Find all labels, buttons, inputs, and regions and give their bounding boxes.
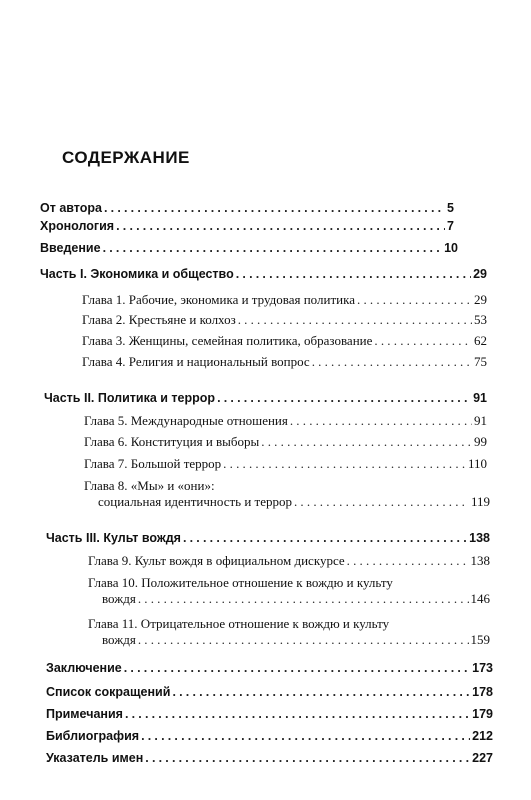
toc-page: 75	[474, 354, 487, 369]
toc-page: 119	[470, 494, 490, 509]
toc-entry-chapter-7[interactable]	[84, 456, 487, 472]
toc-label: Часть III. Культ вождя	[46, 531, 181, 545]
leader-dots	[347, 553, 469, 569]
toc-entry-part-1[interactable]	[40, 266, 487, 282]
toc-label: социальная идентичность и террор	[98, 494, 292, 509]
toc-page: 91	[473, 391, 487, 405]
toc-entry-name-index[interactable]	[46, 750, 493, 766]
page-title: СОДЕРЖАНИЕ	[62, 148, 190, 167]
leader-dots	[357, 292, 472, 308]
toc-page: 29	[473, 267, 487, 281]
toc-label: Часть I. Экономика и общество	[40, 267, 234, 281]
toc-page: 138	[469, 531, 490, 545]
toc-label: Глава 6. Конституция и выборы	[84, 434, 260, 449]
toc-entry-conclusion[interactable]	[46, 660, 493, 676]
leader-dots	[374, 333, 472, 349]
toc-entry-chapter-8-line1[interactable]: Глава 8. «Мы» и «они»:	[84, 478, 215, 493]
toc-entry-part-2[interactable]	[44, 390, 487, 406]
toc-label: Глава 7. Большой террор	[84, 456, 222, 471]
leader-dots	[125, 706, 470, 722]
toc-page: 91	[474, 413, 487, 428]
leader-dots	[104, 200, 445, 216]
toc-label: Глава 9. Культ вождя в официальном дискурсе	[88, 553, 345, 568]
toc-page: 29	[474, 292, 487, 307]
toc-label: Глава 3. Женщины, семейная политика, образование	[82, 333, 373, 348]
toc-label: Заключение	[46, 661, 122, 675]
leader-dots	[124, 660, 470, 676]
toc-label: От автора	[40, 201, 102, 215]
toc-entry-chapter-11[interactable]	[102, 632, 490, 648]
leader-dots	[261, 434, 472, 450]
toc-label: Глава 1. Рабочие, экономика и трудовая политика	[82, 292, 355, 307]
toc-label: Глава 5. Международные отношения	[84, 413, 288, 428]
toc-page: 159	[470, 632, 490, 647]
toc-page: 5	[447, 201, 454, 215]
toc-entry-part-3[interactable]	[46, 530, 490, 546]
toc-page: 10	[444, 241, 458, 255]
toc-label: вождя	[102, 591, 136, 606]
leader-dots	[145, 750, 470, 766]
toc-page: 53	[474, 312, 487, 327]
toc-entry-chapter-1[interactable]	[82, 292, 487, 308]
toc-entry-chapter-11-line1[interactable]: Глава 11. Отрицательное отношение к вождю и культу	[88, 616, 390, 631]
toc-entry-chapter-4[interactable]	[82, 354, 487, 370]
toc-label: Часть II. Политика и террор	[44, 391, 216, 405]
toc-page: 7	[447, 219, 454, 233]
toc-label: Глава 2. Крестьяне и колхоз	[82, 312, 236, 327]
toc-page: 99	[474, 434, 487, 449]
toc-label: Указатель имен	[46, 751, 144, 765]
toc-entry-chapter-10[interactable]	[102, 591, 490, 607]
toc-page: 173	[472, 661, 493, 675]
toc-label: вождя	[102, 632, 136, 647]
toc-page: 227	[472, 751, 493, 765]
toc-entry-chapter-10-line1[interactable]: Глава 10. Положительное отношение к вождю и культу	[88, 575, 393, 590]
toc-entry-bibliography[interactable]	[46, 728, 493, 744]
toc-label: Список сокращений	[46, 685, 171, 699]
leader-dots	[138, 591, 469, 607]
toc-page: 62	[474, 333, 487, 348]
toc-label: Введение	[40, 241, 101, 255]
toc-label: Библиография	[46, 729, 140, 743]
toc-label: Хронология	[40, 219, 115, 233]
toc-entry-notes[interactable]	[46, 706, 493, 722]
leader-dots	[238, 312, 472, 328]
toc-page: 138	[470, 553, 490, 568]
toc-page: 110	[467, 456, 487, 471]
leader-dots	[217, 390, 471, 406]
leader-dots	[183, 530, 467, 546]
leader-dots	[294, 494, 469, 510]
leader-dots	[223, 456, 466, 472]
toc-entry-chapter-5[interactable]	[84, 413, 487, 429]
toc-entry-chapter-2[interactable]	[82, 312, 487, 328]
leader-dots	[236, 266, 471, 282]
toc-label: Примечания	[46, 707, 123, 721]
toc-page: 179	[472, 707, 493, 721]
toc-page: 146	[470, 591, 490, 606]
toc-entry-chronology[interactable]	[40, 218, 454, 234]
leader-dots	[312, 354, 472, 370]
toc-label: Глава 4. Религия и национальный вопрос	[82, 354, 310, 369]
leader-dots	[172, 684, 470, 700]
toc-entry-abbreviations[interactable]	[46, 684, 493, 700]
leader-dots	[141, 728, 470, 744]
toc-entry-from-author[interactable]	[40, 200, 454, 216]
leader-dots	[116, 218, 445, 234]
toc-entry-chapter-9[interactable]	[88, 553, 490, 569]
toc-entry-introduction[interactable]	[40, 240, 458, 256]
leader-dots	[138, 632, 469, 648]
toc-entry-chapter-8[interactable]	[98, 494, 490, 510]
toc-page: 212	[472, 729, 493, 743]
toc-page: 178	[472, 685, 493, 699]
toc-entry-chapter-3[interactable]	[82, 333, 487, 349]
toc-entry-chapter-6[interactable]	[84, 434, 487, 450]
leader-dots	[103, 240, 443, 256]
leader-dots	[290, 413, 472, 429]
